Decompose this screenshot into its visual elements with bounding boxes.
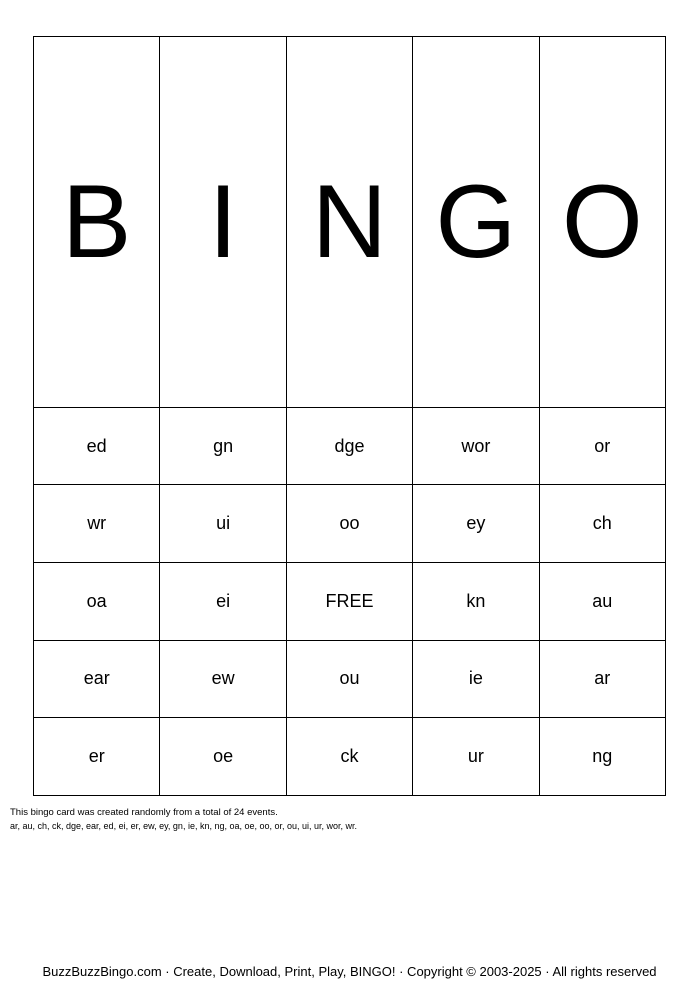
footer-copyright: BuzzBuzzBingo.com · Create, Download, Print, Play, BINGO! · Copyright © 2003-2025 · All rights reserved [42,964,657,979]
card-generation-note: This bingo card was created randomly from a total of 24 events. [10,807,278,818]
bingo-card [33,36,666,796]
bingo-cell: wor [413,407,539,485]
card-row [34,718,666,796]
bingo-cell: oe [160,718,286,796]
bingo-cell: ck [286,718,412,796]
bingo-cell: wr [34,485,160,563]
free-space-cell: FREE [286,562,412,640]
header-letter-b: B [34,37,160,408]
header-letter-g: G [413,37,539,408]
bingo-cell: er [34,718,160,796]
header-letter-i: I [160,37,286,408]
bingo-cell: ch [539,485,665,563]
bingo-cell: ear [34,640,160,718]
bingo-cell: ed [34,407,160,485]
bingo-cell: ur [413,718,539,796]
header-row [34,37,666,408]
header-letter-n: N [286,37,412,408]
card-row [34,485,666,563]
bingo-cell: ng [539,718,665,796]
card-row [34,407,666,485]
events-list: ar, au, ch, ck, dge, ear, ed, ei, er, ew, ey, gn, ie, kn, ng, oa, oe, oo, or, ou, ui, ur, wor, wr. [10,821,358,831]
bingo-cell: au [539,562,665,640]
bingo-cell: ie [413,640,539,718]
bingo-cell: oo [286,485,412,563]
bingo-cell: ui [160,485,286,563]
bingo-cell: ou [286,640,412,718]
header-letter-o: O [539,37,665,408]
bingo-cell: oa [34,562,160,640]
bingo-cell: gn [160,407,286,485]
bingo-cell: ew [160,640,286,718]
bingo-cell: dge [286,407,412,485]
bingo-cell: or [539,407,665,485]
card-row [34,562,666,640]
bingo-cell: ar [539,640,665,718]
bingo-cell: ei [160,562,286,640]
card-row [34,640,666,718]
bingo-cell: ey [413,485,539,563]
bingo-cell: kn [413,562,539,640]
